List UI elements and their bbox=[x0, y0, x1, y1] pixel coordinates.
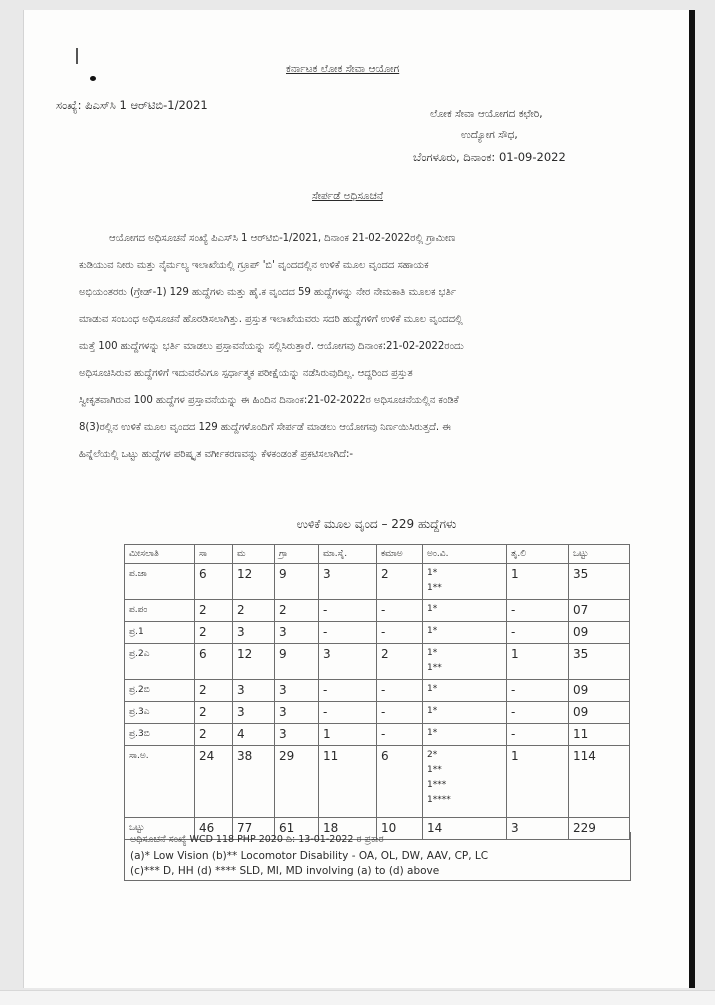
note-line: ಅಧಿಸೂಚನೆ ಸಂಖ್ಯೆ WCD 118 PHP 2020 ದಿ: 13-01-2022 ರ ಪ್ರಕಾರ bbox=[130, 834, 384, 845]
table-cell: 6 bbox=[195, 564, 233, 600]
table-row bbox=[125, 564, 630, 600]
table-cell: 07 bbox=[569, 600, 630, 622]
table-cell: 1 bbox=[507, 644, 569, 680]
table-cell: 10 bbox=[377, 818, 423, 840]
table-cell: 3 bbox=[233, 680, 275, 702]
office-line-1: ಲೋಕ ಸೇವಾ ಆಯೋಗದ ಕಛೇರಿ, bbox=[430, 108, 543, 120]
table-row bbox=[125, 746, 630, 818]
table-cell: 12 bbox=[233, 564, 275, 600]
body-line: ಹಿನ್ನೆಲೆಯಲ್ಲಿ ಒಟ್ಟು ಹುದ್ದೆಗಳ ಪರಿಷ್ಕೃತ ವರ್ಗೀಕರಣವನ್ನು ಕೆಳಕಂಡಂತೆ ಪ್ರಕಟಿಸಲಾಗಿದೆ:- bbox=[79, 449, 353, 460]
row-label: ಪ್ರ.3ಎ bbox=[125, 702, 195, 724]
table-cell: 2 bbox=[377, 564, 423, 600]
table-cell: 2 bbox=[195, 702, 233, 724]
body-line: ಮಾಡುವ ಸಂಬಂಧ ಅಧಿಸೂಚನೆ ಹೊರಡಿಸಲಾಗಿತ್ತು. ಪ್ರಸ್ತುತ ಇಲಾಖೆಯವರು ಸದರಿ ಹುದ್ದೆಗಳಿಗೆ ಉಳಿಕೆ ಮೂಲ ವೃಂದದಲ್ಲಿ bbox=[79, 314, 463, 325]
table-cell: - bbox=[377, 600, 423, 622]
row-label: ಪ್ರ.2ಎ bbox=[125, 644, 195, 680]
table-cell: - bbox=[377, 702, 423, 724]
pwd-cell bbox=[423, 622, 507, 644]
table-cell: 3 bbox=[275, 622, 319, 644]
table-cell: - bbox=[319, 702, 377, 724]
table-cell: 09 bbox=[569, 680, 630, 702]
pwd-cell bbox=[423, 680, 507, 702]
table-cell: 114 bbox=[569, 746, 630, 818]
table-cell: - bbox=[377, 622, 423, 644]
table-cell: 09 bbox=[569, 702, 630, 724]
table-caption: ಉಳಿಕೆ ಮೂಲ ವೃಂದ – 229 ಹುದ್ದೆಗಳು bbox=[296, 517, 457, 531]
table-cell: - bbox=[377, 680, 423, 702]
row-label: ಒಟ್ಟು bbox=[125, 818, 195, 840]
table-cell: 35 bbox=[569, 564, 630, 600]
pwd-cell bbox=[423, 600, 507, 622]
pwd-entry: 1* bbox=[427, 684, 438, 694]
table-cell: 3 bbox=[275, 680, 319, 702]
table-cell: 18 bbox=[319, 818, 377, 840]
table-cell: 46 bbox=[195, 818, 233, 840]
col-header: ಒಟ್ಟು bbox=[569, 545, 630, 564]
table-cell: 12 bbox=[233, 644, 275, 680]
office-line-2: ಉದ್ಯೋಗ ಸೌಧ, bbox=[461, 129, 518, 141]
table-cell: 2 bbox=[195, 600, 233, 622]
col-header: ಮಾ.ಸೈ. bbox=[319, 545, 377, 564]
table-cell: 2 bbox=[195, 622, 233, 644]
viewer-bottom-strip bbox=[0, 990, 715, 1005]
table-cell: - bbox=[319, 680, 377, 702]
table-cell: 229 bbox=[569, 818, 630, 840]
office-line-3-date: ಬೆಂಗಳೂರು, ದಿನಾಂಕ: 01-09-2022 bbox=[413, 150, 566, 164]
document-page bbox=[23, 10, 695, 988]
body-line: 8(3)ರಲ್ಲಿನ ಉಳಿಕೆ ಮೂಲ ವೃಂದದ 129 ಹುದ್ದೆಗಳೊಂದಿಗೆ ಸೇರ್ಪಡೆ ಮಾಡಲು ಆಯೋಗವು ನಿರ್ಣಯಿಸಿರುತ್ತದೆ. ಈ bbox=[79, 422, 451, 433]
pwd-entry: 1** bbox=[427, 663, 442, 673]
table-cell: 2 bbox=[275, 600, 319, 622]
table-cell: 9 bbox=[275, 564, 319, 600]
table-cell: 1 bbox=[319, 724, 377, 746]
table-cell: 2 bbox=[195, 724, 233, 746]
table-cell: - bbox=[507, 622, 569, 644]
table-cell: 35 bbox=[569, 644, 630, 680]
pwd-entry: 1* bbox=[427, 604, 438, 614]
table-cell: 3 bbox=[233, 702, 275, 724]
table-cell: 77 bbox=[233, 818, 275, 840]
pwd-cell bbox=[423, 644, 507, 680]
body-line: ಮತ್ತೆ 100 ಹುದ್ದೆಗಳನ್ನು ಭರ್ತಿ ಮಾಡಲು ಪ್ರಸ್ತಾವನೆಯನ್ನು ಸಲ್ಲಿಸಿರುತ್ತಾರೆ. ಆಯೋಗವು ದಿನಾಂಕ:21-02-2022ರಂದು bbox=[79, 341, 464, 352]
row-label: ಸಾ.ಅ. bbox=[125, 746, 195, 818]
pwd-entry: 1** bbox=[427, 765, 442, 775]
table-cell: 3 bbox=[233, 622, 275, 644]
table-row bbox=[125, 702, 630, 724]
col-header: ಸಾ bbox=[195, 545, 233, 564]
table-cell: - bbox=[319, 622, 377, 644]
pwd-entry: 2* bbox=[427, 750, 438, 760]
body-line: ಸ್ವೀಕೃತವಾಗಿರುವ 100 ಹುದ್ದೆಗಳ ಪ್ರಸ್ತಾವನೆಯನ್ನು ಈ ಹಿಂದಿನ ದಿನಾಂಕ:21-02-2022ರ ಅಧಿಸೂಚನೆಯಲ್ಲಿನ ಕಂಡಿಕೆ bbox=[79, 395, 459, 406]
col-header: ಮೀಸಲಾತಿ bbox=[125, 545, 195, 564]
table-cell: 4 bbox=[233, 724, 275, 746]
pwd-cell bbox=[423, 564, 507, 600]
table-cell: 29 bbox=[275, 746, 319, 818]
row-label: ಪ್ರ.3ಬಿ bbox=[125, 724, 195, 746]
note-line: (a)* Low Vision (b)** Locomotor Disability - OA, OL, DW, AAV, CP, LC bbox=[130, 850, 489, 862]
table-row bbox=[125, 644, 630, 680]
scan-mark bbox=[76, 48, 78, 64]
pwd-cell bbox=[423, 702, 507, 724]
pwd-entry: 1* bbox=[427, 568, 438, 578]
reference-number: ಸಂಖ್ಯೆ: ಪಿಎಸ್‌ಸಿ 1 ಆರ್‌ಟಿಬಿ-1/2021 bbox=[56, 98, 208, 112]
table-cell: - bbox=[319, 600, 377, 622]
table-cell: 1 bbox=[507, 746, 569, 818]
table-cell: 2 bbox=[195, 680, 233, 702]
organization-heading: ಕರ್ನಾಟಕ ಲೋಕ ಸೇವಾ ಆಯೋಗ bbox=[286, 63, 400, 75]
table-cell: 24 bbox=[195, 746, 233, 818]
body-line: ಅಭಿಯಂತರರು (ಗ್ರೇಡ್-1) 129 ಹುದ್ದೆಗಳು ಮತ್ತು ಹೈ.ಕ ವೃಂದದ 59 ಹುದ್ದೆಗಳನ್ನು ನೇರ ನೇಮಕಾತಿ ಮೂಲಕ ಭರ್ತಿ bbox=[79, 287, 457, 298]
body-line: ಕುಡಿಯುವ ನೀರು ಮತ್ತು ನೈರ್ಮಲ್ಯ ಇಲಾಖೆಯಲ್ಲಿ ಗ್ರೂಪ್ 'ಬಿ' ವೃಂದದಲ್ಲಿನ ಉಳಿಕೆ ಮೂಲ ವೃಂದದ ಸಹಾಯಕ bbox=[79, 260, 429, 271]
table-cell: 14 bbox=[423, 818, 507, 840]
table-cell: 2 bbox=[377, 644, 423, 680]
table-cell: - bbox=[507, 724, 569, 746]
table-cell: 2 bbox=[233, 600, 275, 622]
body-line: ಆಯೋಗದ ಅಧಿಸೂಚನೆ ಸಂಖ್ಯೆ ಪಿಎಸ್‌ಸಿ 1 ಆರ್‌ಟಿಬಿ-1/2021, ದಿನಾಂಕ 21-02-2022ರಲ್ಲಿ ಗ್ರಾಮೀಣ bbox=[109, 233, 456, 244]
row-label: ಪ್ರ.1 bbox=[125, 622, 195, 644]
table-cell: - bbox=[507, 600, 569, 622]
col-header: ತೃ.ಲಿ bbox=[507, 545, 569, 564]
table-notes bbox=[124, 832, 631, 881]
table-cell: 1 bbox=[507, 564, 569, 600]
col-header: ಅಂ.ವಿ. bbox=[423, 545, 507, 564]
table-cell: 6 bbox=[377, 746, 423, 818]
table-header-row bbox=[125, 545, 630, 564]
pwd-entry: 1* bbox=[427, 626, 438, 636]
pwd-entry: 1* bbox=[427, 648, 438, 658]
table-cell: 38 bbox=[233, 746, 275, 818]
table-cell: 11 bbox=[569, 724, 630, 746]
pwd-cell bbox=[423, 724, 507, 746]
table-cell: 3 bbox=[275, 724, 319, 746]
table-cell: 09 bbox=[569, 622, 630, 644]
table-cell: 61 bbox=[275, 818, 319, 840]
notification-title: ಸೇರ್ಪಡೆ ಅಧಿಸೂಚನೆ bbox=[312, 190, 384, 202]
col-header: ಮ bbox=[233, 545, 275, 564]
table-cell: 3 bbox=[275, 702, 319, 724]
table-cell: 3 bbox=[319, 644, 377, 680]
table-cell: 6 bbox=[195, 644, 233, 680]
pwd-entry: 1*** bbox=[427, 780, 447, 790]
row-label: ಪ.ಪಂ bbox=[125, 600, 195, 622]
table-cell: 3 bbox=[507, 818, 569, 840]
row-label: ಪ.ಜಾ bbox=[125, 564, 195, 600]
table-row bbox=[125, 622, 630, 644]
col-header: ಗ್ರಾ bbox=[275, 545, 319, 564]
table-row bbox=[125, 680, 630, 702]
pwd-cell bbox=[423, 746, 507, 818]
table-row bbox=[125, 600, 630, 622]
table-cell: - bbox=[377, 724, 423, 746]
pwd-entry: 1** bbox=[427, 583, 442, 593]
body-paragraph bbox=[79, 225, 689, 468]
note-line: (c)*** D, HH (d) **** SLD, MI, MD involving (a) to (d) above bbox=[130, 865, 440, 877]
table-row bbox=[125, 724, 630, 746]
reservation-table bbox=[124, 544, 630, 840]
punch-mark bbox=[90, 76, 96, 81]
table-cell: 3 bbox=[319, 564, 377, 600]
pwd-entry: 1**** bbox=[427, 795, 451, 805]
pwd-entry: 1* bbox=[427, 728, 438, 738]
table-cell: - bbox=[507, 702, 569, 724]
table-cell: 11 bbox=[319, 746, 377, 818]
pwd-entry: 1* bbox=[427, 706, 438, 716]
row-label: ಪ್ರ.2ಬಿ bbox=[125, 680, 195, 702]
table-cell: 9 bbox=[275, 644, 319, 680]
body-line: ಅಧಿಸೂಚಿಸಿರುವ ಹುದ್ದೆಗಳಿಗೆ ಇದುವರೆವಿಗೂ ಸ್ಪರ್ಧಾತ್ಮಕ ಪರೀಕ್ಷೆಯನ್ನು ನಡೆಸಿರುವುದಿಲ್ಲ. ಆದ್ದರಿಂದ ಪ್ರಸ್ತುತ bbox=[79, 368, 413, 379]
col-header: ಕಮಾಅ bbox=[377, 545, 423, 564]
table-cell: - bbox=[507, 680, 569, 702]
